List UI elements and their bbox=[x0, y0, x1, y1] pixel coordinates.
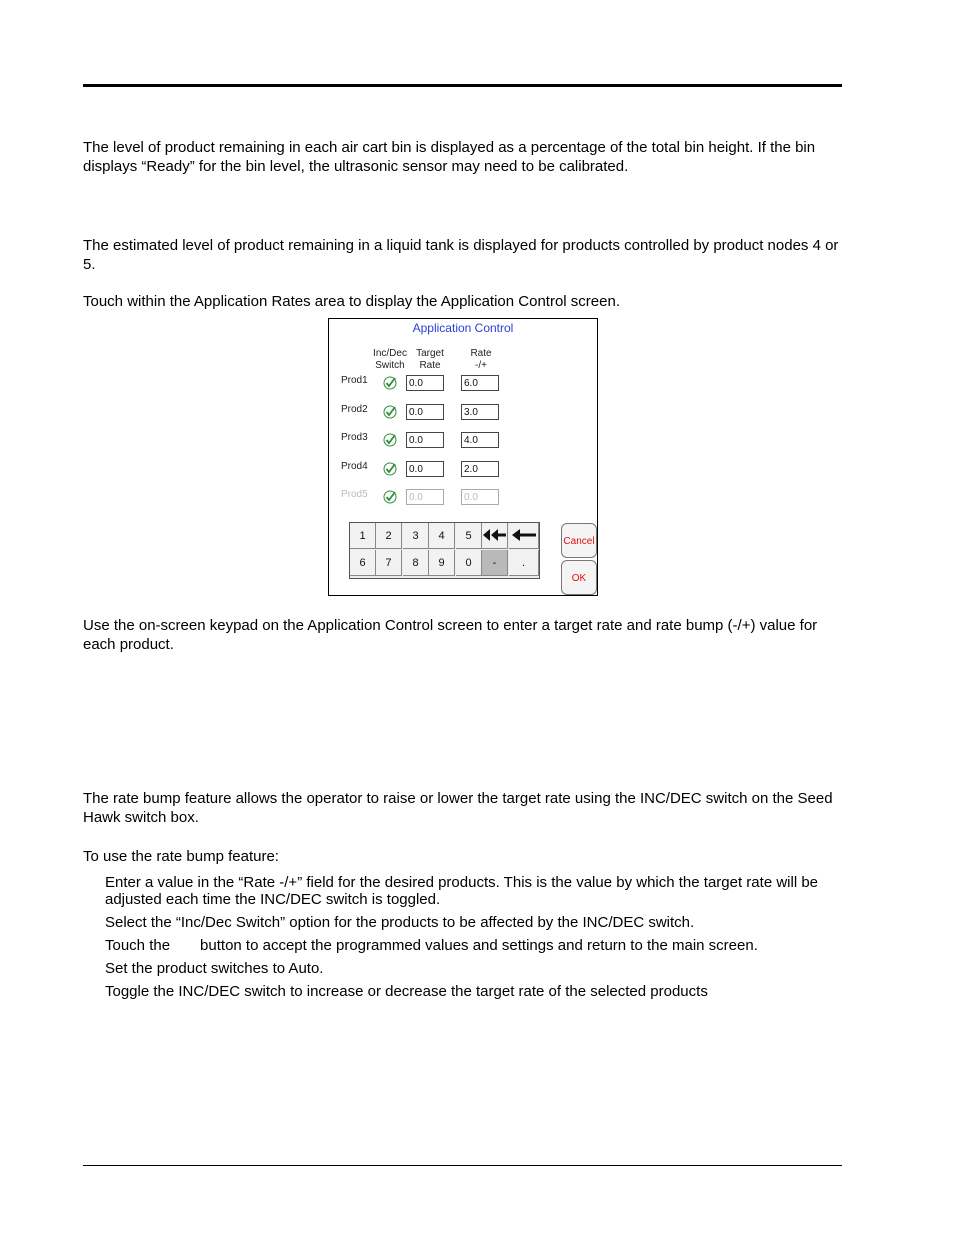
arrow-left-icon bbox=[512, 528, 536, 542]
key-4[interactable]: 4 bbox=[429, 523, 455, 549]
checkmark-icon[interactable] bbox=[383, 405, 397, 419]
product-label: Prod3 bbox=[341, 432, 368, 443]
key-5[interactable]: 5 bbox=[456, 523, 482, 549]
product-label: Prod2 bbox=[341, 403, 368, 415]
product-row bbox=[329, 489, 597, 509]
step-5: Toggle the INC/DEC switch to increase or decrease the target rate of the selected products bbox=[105, 983, 708, 1000]
application-control-screen bbox=[328, 318, 598, 596]
step-2: Select the “Inc/Dec Switch” option for the products to be affected by the INC/DEC switch. bbox=[105, 914, 695, 931]
key-0[interactable]: 0 bbox=[456, 550, 482, 576]
step-3 bbox=[105, 937, 845, 954]
screen-title: Application Control bbox=[412, 321, 514, 335]
keypad bbox=[349, 522, 540, 579]
tank-level-paragraph: The estimated level of product remaining in a liquid tank is displayed for products controlled by product nodes 4 or 5. bbox=[83, 237, 839, 273]
product-label: Prod1 bbox=[341, 375, 368, 386]
target-rate-field[interactable]: 0.0 bbox=[406, 461, 444, 477]
step-3-before: Touch the bbox=[105, 937, 171, 954]
header-rule bbox=[83, 84, 842, 87]
product-row bbox=[329, 404, 597, 424]
rate-bump-field[interactable]: 0.0 bbox=[461, 489, 499, 505]
rate-bump-field[interactable]: 6.0 bbox=[461, 375, 499, 391]
step-1: Enter a value in the “Rate -/+” field for the desired products. This is the value by which the target rate will be adjusted each time the INC/DEC switch is toggled. bbox=[105, 874, 819, 908]
target-rate-field[interactable]: 0.0 bbox=[406, 404, 444, 420]
key-minus[interactable]: - bbox=[482, 550, 508, 576]
target-rate-field[interactable]: 0.0 bbox=[406, 489, 444, 505]
product-row bbox=[329, 375, 597, 395]
checkmark-icon[interactable] bbox=[383, 433, 397, 447]
key-6[interactable]: 6 bbox=[350, 550, 376, 576]
key-2[interactable]: 2 bbox=[376, 523, 402, 549]
product-row bbox=[329, 432, 597, 452]
ok-button[interactable]: OK bbox=[561, 560, 597, 595]
key-decimal[interactable]: . bbox=[509, 550, 539, 576]
rate-bump-field[interactable]: 2.0 bbox=[461, 461, 499, 477]
step-3-after: button to accept the programmed values and settings and return to the main screen. bbox=[200, 937, 758, 954]
target-rate-field[interactable]: 0.0 bbox=[406, 432, 444, 448]
product-label: Prod4 bbox=[341, 460, 368, 472]
product-row bbox=[329, 461, 597, 481]
rate-bump-field[interactable]: 4.0 bbox=[461, 432, 499, 448]
checkmark-icon[interactable] bbox=[383, 376, 397, 390]
rate-bump-intro: To use the rate bump feature: bbox=[83, 848, 279, 865]
rate-bump-description: The rate bump feature allows the operator to raise or lower the target rate using the INC/DEC switch on the Seed Hawk switch box. bbox=[83, 790, 833, 826]
footer-rule bbox=[83, 1165, 842, 1166]
key-7[interactable]: 7 bbox=[376, 550, 402, 576]
checkmark-icon[interactable] bbox=[383, 462, 397, 476]
backspace-key[interactable] bbox=[509, 523, 539, 549]
bin-level-paragraph: The level of product remaining in each air cart bin is displayed as a percentage of the total bin height. If the bin displays “Ready” for the bin level, the ultrasonic sensor may need to be calibrated. bbox=[83, 139, 816, 175]
key-9[interactable]: 9 bbox=[429, 550, 455, 576]
target-rate-field[interactable]: 0.0 bbox=[406, 375, 444, 391]
col-header-target: Target Rate bbox=[416, 348, 444, 371]
product-label: Prod5 bbox=[341, 489, 368, 500]
key-8[interactable]: 8 bbox=[403, 550, 429, 576]
double-arrow-left-icon bbox=[483, 528, 507, 542]
touch-area-paragraph: Touch within the Application Rates area to display the Application Control screen. bbox=[83, 293, 620, 310]
col-header-switch: Inc/Dec Switch bbox=[373, 348, 407, 371]
clear-all-key[interactable] bbox=[482, 523, 508, 549]
rate-bump-field[interactable]: 3.0 bbox=[461, 404, 499, 420]
col-header-rate: Rate -/+ bbox=[470, 348, 492, 371]
rate-bump-steps bbox=[105, 874, 845, 1006]
key-1[interactable]: 1 bbox=[350, 523, 376, 549]
step-4: Set the product switches to Auto. bbox=[105, 960, 324, 977]
keypad-note-paragraph: Use the on-screen keypad on the Application Control screen to enter a target rate and rate bump (-/+) value for each product. bbox=[83, 617, 818, 653]
key-3[interactable]: 3 bbox=[403, 523, 429, 549]
checkmark-icon[interactable] bbox=[383, 490, 397, 504]
cancel-button[interactable]: Cancel bbox=[561, 523, 597, 558]
